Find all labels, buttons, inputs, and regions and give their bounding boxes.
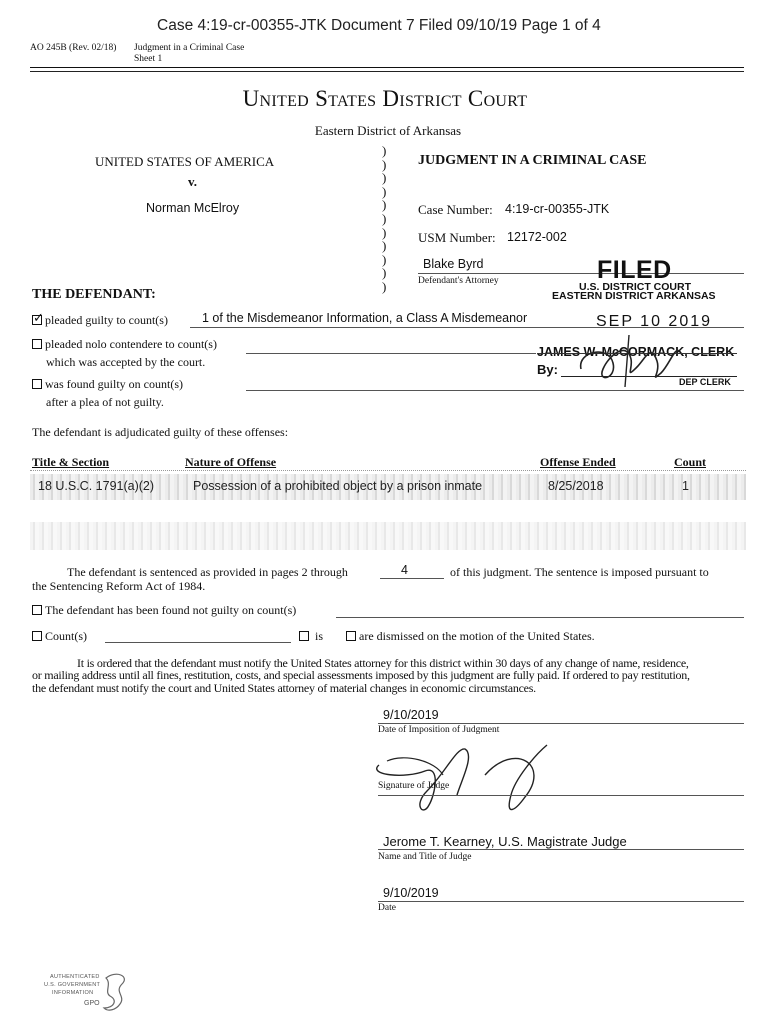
gpo-seal-line-1: AUTHENTICATED <box>50 974 100 980</box>
usm-number: 12172-002 <box>507 230 567 244</box>
plea-nolo-line <box>246 353 536 354</box>
plaintiff-name: UNITED STATES OF AMERICA <box>95 154 275 169</box>
plea-nolo <box>32 337 217 352</box>
plea-found-checkbox[interactable] <box>32 379 42 389</box>
sentence-pages: 4 <box>401 563 408 577</box>
notice-line-1: It is ordered that the defendant must notify the United States attorney for this district within 30 days of any change of name, residence, <box>77 656 689 670</box>
judge-signature <box>365 735 555 825</box>
gpo-seal <box>40 972 135 1016</box>
imposition-line <box>378 723 744 724</box>
plea-guilty-line <box>190 327 744 328</box>
document-title: JUDGMENT IN A CRIMINAL CASE <box>418 153 647 168</box>
offense-cell-section: 18 U.S.C. 1791(a)(2) <box>38 479 155 493</box>
eagle-icon <box>102 972 132 1014</box>
notice-line-3: the defendant must notify the court and United States attorney of material changes in economic circumstances. <box>32 681 536 695</box>
header-rule-top <box>30 67 744 68</box>
judge-label: Name and Title of Judge <box>378 852 472 862</box>
offense-cell-ended: 8/25/2018 <box>548 479 604 493</box>
usm-label: USM Number: <box>418 230 496 245</box>
plea-guilty-label: pleaded guilty to count(s) <box>45 313 168 327</box>
counts-label: Count(s) <box>45 629 87 643</box>
plea-found-label: was found guilty on count(s) <box>45 377 183 391</box>
stamp-filed: FILED <box>597 256 672 284</box>
stamp-court: U.S. DISTRICT COURT <box>579 281 691 293</box>
offense-cell-nature: Possession of a prohibited object by a prison inmate <box>193 479 483 493</box>
are-label: are dismissed on the motion of the United States. <box>359 629 595 643</box>
notice-line-2: or mailing address until all fines, restitution, costs, and special assessments imposed by this judgment are fully paid. If ordered to pay restitution, <box>32 668 690 682</box>
court-title: United States District Court <box>242 86 528 111</box>
stamp-dep: DEP CLERK <box>679 377 731 387</box>
plea-guilty-checkbox[interactable] <box>32 315 42 325</box>
defendant-name: Norman McElroy <box>146 201 240 215</box>
gpo-seal-line-3: INFORMATION <box>52 990 94 996</box>
date-label: Date <box>378 903 396 913</box>
counts-is <box>299 629 323 644</box>
attorney-name: Blake Byrd <box>423 257 484 271</box>
case-header: Case 4:19-cr-00355-JTK Document 7 Filed 09/10/19 Page 1 of 4 <box>157 17 601 34</box>
plea-guilty-value: 1 of the Misdemeanor Information, a Class A Misdemeanor <box>202 311 528 325</box>
adjudicated-text: The defendant is adjudicated guilty of these offenses: <box>32 425 289 439</box>
counts-checkbox[interactable] <box>32 631 42 641</box>
sign-date: 9/10/2019 <box>383 886 439 900</box>
offense-header-ended: Offense Ended <box>540 455 616 469</box>
is-checkbox[interactable] <box>299 631 309 641</box>
attorney-line <box>418 273 744 274</box>
form-id: AO 245B (Rev. 02/18) <box>30 43 117 53</box>
plea-nolo-sub: which was accepted by the court. <box>46 355 206 369</box>
counts-line <box>105 642 291 643</box>
plea-found <box>32 377 183 392</box>
versus: v. <box>188 174 198 189</box>
clerk-signature <box>575 333 685 389</box>
not-guilty-checkbox[interactable] <box>32 605 42 615</box>
offense-header-rule <box>30 470 746 471</box>
stamp-district: EASTERN DISTRICT ARKANSAS <box>552 290 716 302</box>
are-checkbox[interactable] <box>346 631 356 641</box>
plea-nolo-checkbox[interactable] <box>32 339 42 349</box>
sign-date-line <box>378 901 744 902</box>
plea-found-line <box>246 390 744 391</box>
stamp-by: By: <box>537 362 558 377</box>
stamp-clerk: JAMES W. McCORMACK, CLERK <box>537 345 735 359</box>
signature-line <box>378 795 744 796</box>
sentence-text-b: of this judgment. The sentence is imposed pursuant to <box>450 565 709 579</box>
defendant-heading: THE DEFENDANT: <box>32 287 156 302</box>
offense-empty-band <box>30 522 746 550</box>
plea-nolo-label: pleaded nolo contendere to count(s) <box>45 337 217 351</box>
gpo-seal-line-4: GPO <box>84 1000 100 1007</box>
header-rule-bottom <box>30 71 744 72</box>
offense-header-nature: Nature of Offense <box>185 455 277 469</box>
offense-cell-count: 1 <box>682 479 689 493</box>
attorney-label: Defendant's Attorney <box>418 276 499 286</box>
sentence-text-c: the Sentencing Reform Act of 1984. <box>32 579 206 593</box>
judge-name-line <box>378 849 744 850</box>
signature-label: Signature of Judge <box>378 781 450 791</box>
offense-header-title: Title & Section <box>32 455 110 469</box>
imposition-date: 9/10/2019 <box>383 708 439 722</box>
form-sheet: Sheet 1 <box>134 54 163 64</box>
form-title: Judgment in a Criminal Case <box>134 43 245 53</box>
sentence-text-a: The defendant is sentenced as provided in pages 2 through <box>67 565 348 579</box>
not-guilty-line <box>336 617 744 618</box>
caption-parentheses: ) ) ) ) ) ) ) ) ) ) ) <box>382 143 387 294</box>
counts-dismissed <box>32 629 87 644</box>
plea-guilty <box>32 313 168 328</box>
counts-are <box>346 629 595 644</box>
not-guilty-label: The defendant has been found not guilty on count(s) <box>45 603 297 617</box>
offense-header-count: Count <box>674 455 707 469</box>
stamp-date: SEP 10 2019 <box>596 313 713 330</box>
judge-name: Jerome T. Kearney, U.S. Magistrate Judge <box>383 834 627 849</box>
plea-found-sub: after a plea of not guilty. <box>46 395 164 409</box>
sentence-pages-line <box>380 578 444 579</box>
case-number-label: Case Number: <box>418 202 493 217</box>
case-number: 4:19-cr-00355-JTK <box>505 202 610 216</box>
district-name: Eastern District of Arkansas <box>314 123 462 138</box>
imposition-label: Date of Imposition of Judgment <box>378 725 500 735</box>
is-label: is <box>315 629 324 643</box>
gpo-seal-line-2: U.S. GOVERNMENT <box>44 982 101 988</box>
not-guilty <box>32 603 296 618</box>
